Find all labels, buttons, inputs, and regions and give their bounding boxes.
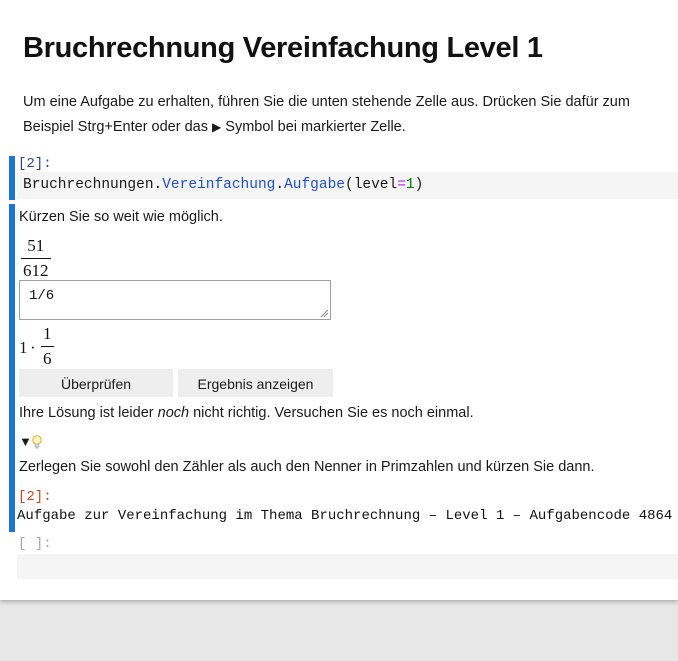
- intro-text-end: Symbol bei markierter Zelle.: [221, 119, 406, 135]
- answer-value: 1/6: [29, 288, 55, 304]
- output-selection-bar[interactable]: [9, 204, 15, 532]
- parsed-numerator: 1: [43, 324, 52, 343]
- code-dot: .: [275, 177, 285, 193]
- resize-grip-icon[interactable]: [320, 309, 328, 317]
- code-number: 1: [405, 177, 415, 193]
- intro-paragraph: [23, 90, 673, 140]
- multiply-dot: ·: [30, 338, 36, 357]
- check-button[interactable]: Überprüfen: [19, 369, 173, 397]
- feedback-start: Ihre Lösung ist leider: [19, 405, 158, 421]
- empty-code-cell[interactable]: [17, 554, 678, 579]
- code-operator: =: [397, 177, 406, 193]
- fraction-denominator: 612: [23, 261, 49, 280]
- code-dot: .: [153, 177, 163, 193]
- code-cell[interactable]: [17, 172, 678, 199]
- instruction-text: Kürzen Sie so weit wie möglich.: [19, 209, 223, 225]
- lightbulb-icon[interactable]: [32, 435, 42, 450]
- fraction-bar: [21, 258, 51, 259]
- feedback-text: [19, 405, 474, 421]
- input-prompt: [2]:: [18, 156, 52, 172]
- code-paren: (: [344, 177, 354, 193]
- page-title: Bruchrechnung Vereinfachung Level 1: [23, 32, 543, 64]
- intro-text-start: Um eine Aufgabe zu erhalten, führen Sie die unten stehende Zelle aus. Drücken Sie dafür zum Beispiel Strg+Enter oder das: [23, 94, 630, 135]
- hint-toggle-icon[interactable]: ▼: [19, 434, 32, 449]
- parsed-denominator: 6: [43, 349, 52, 368]
- empty-cell-prompt: [ ]:: [18, 536, 52, 552]
- fraction-numerator: 51: [27, 236, 45, 255]
- code-module: Bruchrechnungen: [23, 177, 154, 193]
- output-prompt: [2]:: [18, 489, 52, 505]
- parsed-fraction: [41, 324, 54, 369]
- feedback-end: nicht richtig. Versuchen Sie es noch einmal.: [189, 405, 474, 421]
- show-result-button[interactable]: Ergebnis anzeigen: [178, 369, 333, 397]
- output-text: Aufgabe zur Vereinfachung im Thema Bruchrechnung – Level 1 – Aufgabencode 4864: [17, 508, 673, 524]
- feedback-emphasis: noch: [157, 405, 190, 421]
- code-paren: ): [414, 177, 424, 193]
- play-icon: ▶: [212, 120, 222, 134]
- code-class: Vereinfachung: [162, 177, 276, 193]
- code-function: Aufgabe: [284, 177, 345, 193]
- answer-input[interactable]: [19, 280, 331, 320]
- fraction-bar: [41, 346, 54, 347]
- cell-selection-bar[interactable]: [9, 156, 15, 200]
- hint-text: Zerlegen Sie sowohl den Zähler als auch den Nenner in Primzahlen und kürzen Sie dann.: [19, 459, 595, 475]
- parsed-factor: 1: [19, 338, 28, 357]
- code-line: [23, 177, 423, 193]
- code-keyword: level: [353, 177, 398, 193]
- task-fraction: [21, 236, 51, 281]
